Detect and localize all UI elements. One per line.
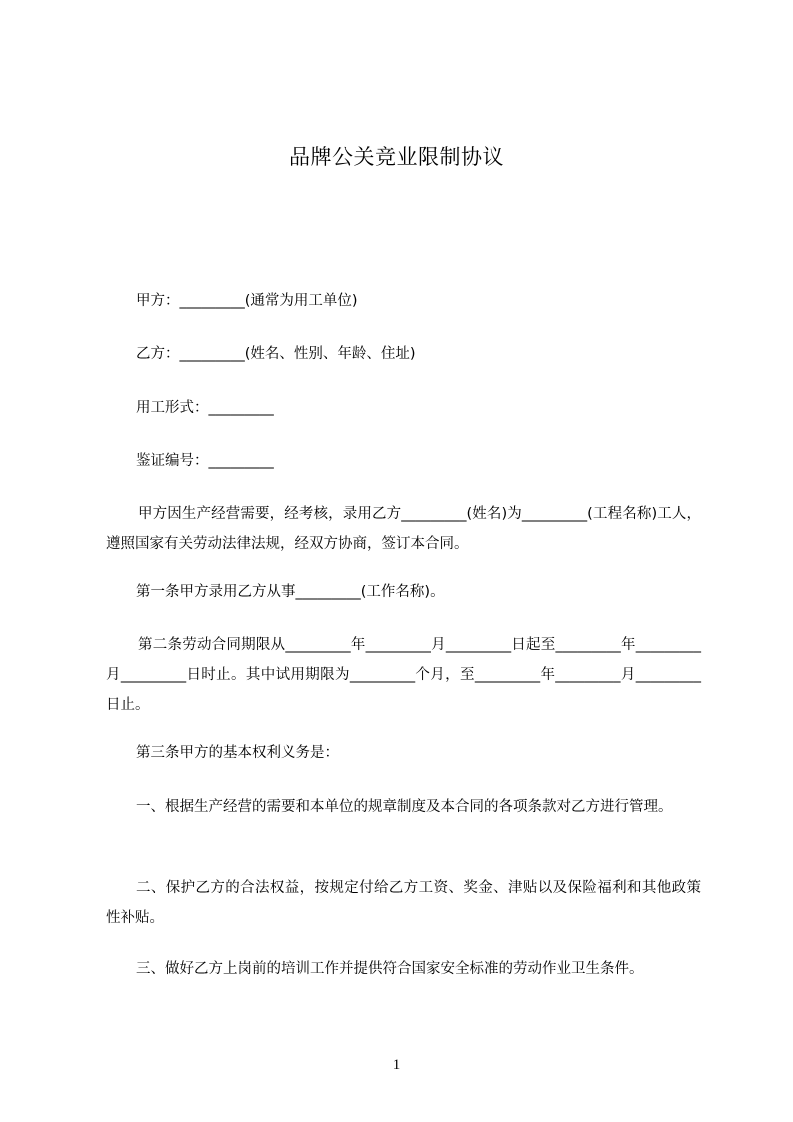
- certification-number-field: 鉴证编号：_________: [136, 453, 274, 469]
- party-a-field: 甲方：_________(通常为用工单位): [136, 293, 358, 309]
- article-1: 第一条甲方录用乙方从事_________(工作名称)。: [136, 584, 445, 600]
- article-2: 第二条劳动合同期限从_________年_________月_________日起至_________年_________月_________日时止。其中试用期限为_________个月，至_________年_________月_________日止。: [106, 637, 701, 713]
- article-3-heading: 第三条甲方的基本权利义务是：: [136, 745, 339, 761]
- article-3-item-2: 二、保护乙方的合法权益，按规定付给乙方工资、奖金、津贴以及保险福利和其他政策性补贴。: [106, 880, 701, 926]
- document-title: 品牌公关竞业限制协议: [289, 145, 504, 169]
- page-number: 1: [392, 1057, 401, 1073]
- article-3-item-1: 一、根据生产经营的需要和本单位的规章制度及本合同的各项条款对乙方进行管理。: [136, 799, 673, 815]
- intro-paragraph: 甲方因生产经营需要，经考核，录用乙方_________(姓名)为_________(工程名称)工人，遵照国家有关劳动法律法规，经双方协商，签订本合同。: [106, 506, 701, 552]
- party-b-field: 乙方：_________(姓名、性别、年龄、住址): [136, 346, 416, 362]
- article-3-item-3: 三、做好乙方上岗前的培训工作并提供符合国家安全标准的劳动作业卫生条件。: [136, 961, 644, 977]
- employment-form-field: 用工形式：_________: [136, 400, 274, 416]
